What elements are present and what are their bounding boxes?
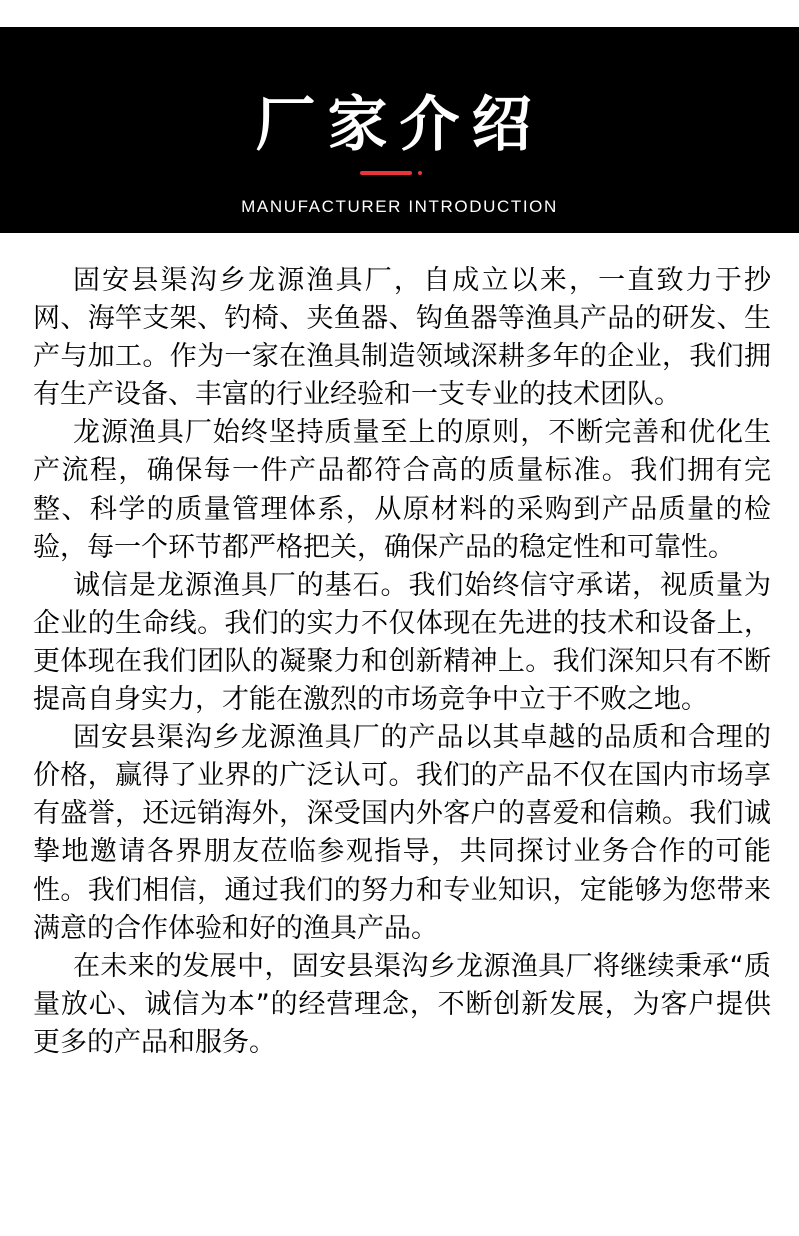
introduction-body: [33, 262, 771, 1062]
paragraph-future: 在未来的发展中，固安县渠沟乡龙源渔具厂将继续秉承“质量放心、诚信为本”的经营理念，不断创新发展，为客户提供更多的产品和服务。: [33, 950, 771, 1058]
paragraph-quality: 龙源渔具厂始终坚持质量至上的原则，不断完善和优化生产流程，确保每一件产品都符合高的质量标准。我们拥有完整、科学的质量管理体系，从原材料的采购到产品质量的检验，每一个环节都严格把关，确保产品的稳定性和可靠性。: [33, 417, 771, 563]
title-underline-accent: [360, 171, 412, 175]
page-subtitle: MANUFACTURER INTRODUCTION: [241, 197, 558, 216]
paragraph-integrity: 诚信是龙源渔具厂的基石。我们始终信守承诺，视质量为企业的生命线。我们的实力不仅体现在先进的技术和设备上，更体现在我们团队的凝聚力和创新精神上。我们深知只有不断提高自身实力，才能在激烈的市场竞争中立于不败之地。: [33, 569, 771, 716]
header-banner: [0, 27, 799, 233]
paragraph-overview: 固安县渠沟乡龙源渔具厂，自成立以来，一直致力于抄网、海竿支架、钓椅、夹鱼器、钩鱼器等渔具产品的研发、生产与加工。作为一家在渔具制造领域深耕多年的企业，我们拥有生产设备、丰富的行业经验和一支专业的技术团队。: [33, 265, 771, 411]
paragraph-reputation: 固安县渠沟乡龙源渔具厂的产品以其卓越的品质和合理的价格，赢得了业界的广泛认可。我们的产品不仅在国内市场享有盛誉，还远销海外，深受国内外客户的喜爱和信赖。我们诚挚地邀请各界朋友莅临参观指导，共同探讨业务合作的可能性。我们相信，通过我们的努力和专业知识，定能够为您带来满意的合作体验和好的渔具产品。: [33, 722, 771, 944]
page-title: 厂家介绍: [255, 90, 544, 160]
title-underline-dot: [418, 171, 422, 175]
